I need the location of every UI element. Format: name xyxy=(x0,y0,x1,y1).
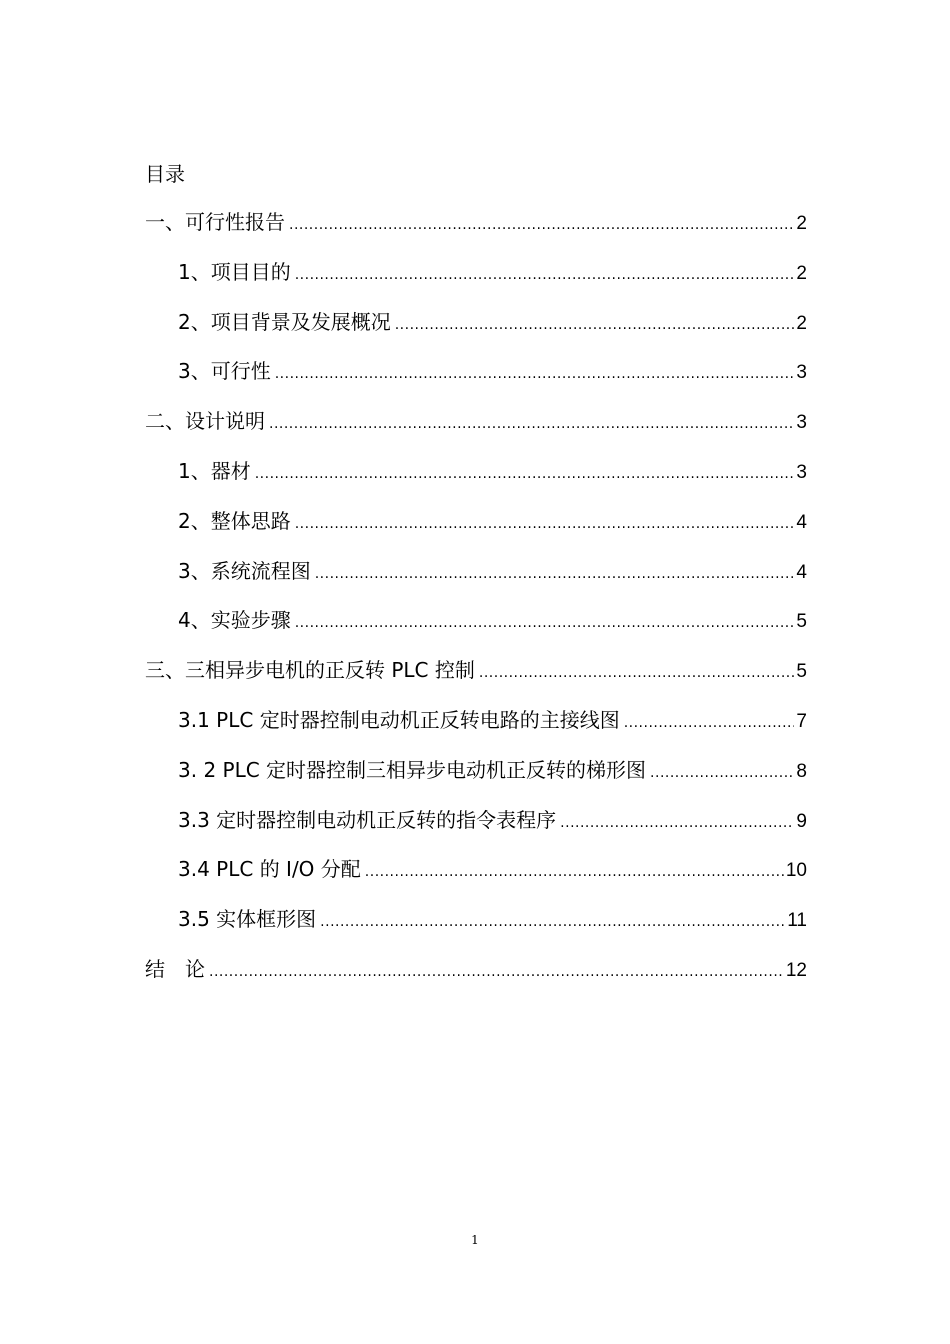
toc-entry[interactable] xyxy=(145,308,807,358)
toc-entry[interactable] xyxy=(145,357,807,407)
toc-entry[interactable] xyxy=(145,706,807,756)
toc-page-number: 5 xyxy=(796,611,807,633)
toc-page-number: 3 xyxy=(796,461,807,483)
toc-page-number: 3 xyxy=(796,362,807,384)
toc-entry[interactable] xyxy=(145,806,807,856)
toc-entry[interactable] xyxy=(145,955,807,1005)
toc-leader xyxy=(295,261,795,289)
toc-entry-label: 2、整体思路 xyxy=(178,508,291,533)
toc-entry[interactable] xyxy=(145,258,807,308)
toc-leader xyxy=(320,908,785,936)
toc-entry-label: 结 论 xyxy=(145,956,205,981)
toc-page-number: 2 xyxy=(796,262,807,284)
toc-page-number: 4 xyxy=(796,561,807,583)
toc-entry-label: 2、项目背景及发展概况 xyxy=(178,309,391,334)
toc-entry-label: 3.3 定时器控制电动机正反转的指令表程序 xyxy=(178,807,557,832)
toc-entry[interactable] xyxy=(145,457,807,507)
toc-entry-label: 1、器材 xyxy=(178,458,251,483)
toc-leader xyxy=(289,211,794,239)
toc-entry-label: 3、系统流程图 xyxy=(178,558,311,583)
toc-entry[interactable] xyxy=(145,606,807,656)
toc-page-number: 7 xyxy=(796,710,807,732)
toc-page-number: 4 xyxy=(796,511,807,533)
toc-entry[interactable] xyxy=(145,905,807,955)
toc-entry-label: 3.5 实体框形图 xyxy=(178,907,317,932)
toc-entry-label: 3. 2 PLC 定时器控制三相异步电动机正反转的梯形图 xyxy=(178,757,647,782)
toc-entry-label: 3.1 PLC 定时器控制电动机正反转电路的主接线图 xyxy=(178,707,620,732)
toc-entry-label: 三、三相异步电机的正反转 PLC 控制 xyxy=(145,658,475,683)
toc-entry[interactable] xyxy=(145,407,807,457)
toc-page-number: 8 xyxy=(796,760,807,782)
toc-entry[interactable] xyxy=(145,507,807,557)
toc-leader xyxy=(209,958,784,986)
toc-leader xyxy=(295,609,795,637)
toc-page-number: 9 xyxy=(796,810,807,832)
table-of-contents xyxy=(145,208,807,1005)
toc-leader xyxy=(255,460,795,488)
toc-entry[interactable] xyxy=(145,208,807,258)
toc-entry-label: 4、实验步骤 xyxy=(178,608,291,633)
toc-entry[interactable] xyxy=(145,656,807,706)
toc-page-number: 3 xyxy=(796,412,807,434)
toc-page-number: 10 xyxy=(785,860,807,882)
toc-title: 目录 xyxy=(145,162,185,186)
toc-leader xyxy=(275,360,795,388)
toc-leader xyxy=(650,759,794,787)
toc-leader xyxy=(395,311,795,339)
toc-entry[interactable] xyxy=(145,855,807,905)
toc-leader xyxy=(479,659,795,687)
toc-entry-label: 3、可行性 xyxy=(178,359,271,384)
toc-entry[interactable] xyxy=(145,557,807,607)
toc-leader xyxy=(624,709,795,737)
toc-page-number: 2 xyxy=(796,213,807,234)
toc-leader xyxy=(560,809,794,837)
toc-page-number: 12 xyxy=(785,959,807,981)
toc-entry-label: 1、项目目的 xyxy=(178,259,291,284)
toc-page-number: 2 xyxy=(796,312,807,334)
toc-entry[interactable] xyxy=(145,756,807,806)
toc-leader xyxy=(365,858,784,886)
toc-entry-label: 一、可行性报告 xyxy=(145,210,285,234)
toc-entry-label: 二、设计说明 xyxy=(145,409,265,434)
footer-page-number: 1 xyxy=(471,1233,479,1247)
toc-leader xyxy=(295,510,795,538)
toc-leader xyxy=(315,560,795,588)
toc-leader xyxy=(269,410,794,438)
toc-entry-label: 3.4 PLC 的 I/O 分配 xyxy=(178,857,361,882)
toc-page-number: 11 xyxy=(787,910,807,932)
toc-page-number: 5 xyxy=(796,661,807,683)
